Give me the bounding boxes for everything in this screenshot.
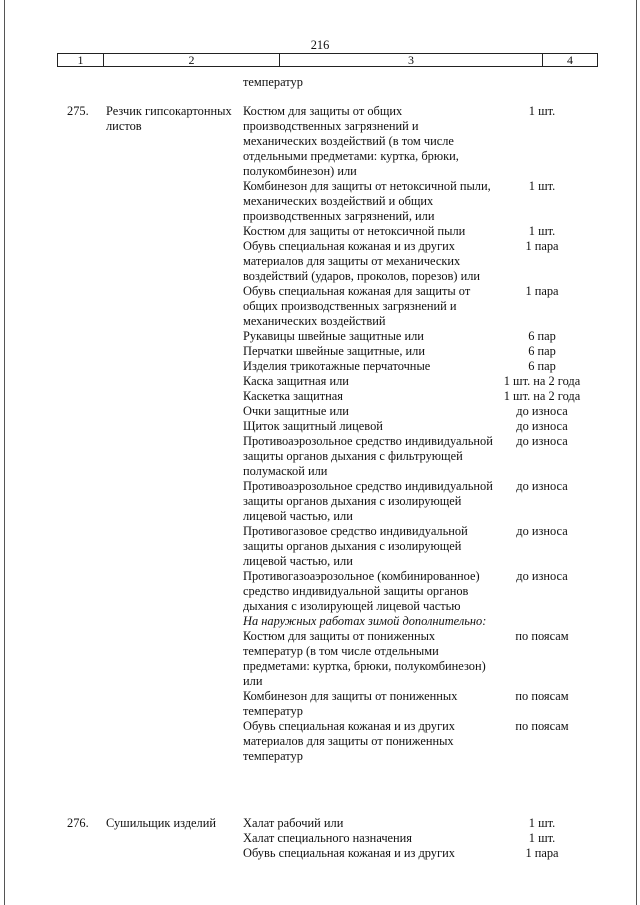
ppe-quantity: до износа	[516, 419, 568, 433]
ppe-item: Щиток защитный лицевой до износа	[243, 419, 603, 434]
ppe-quantity: до износа	[516, 524, 568, 538]
ppe-quantity: до износа	[516, 404, 568, 418]
ppe-quantity: до износа	[516, 434, 568, 448]
header-col-1: 1	[58, 54, 104, 66]
ppe-quantity: 6 пар	[528, 344, 556, 358]
ppe-item: Халат специального назначения 1 шт.	[243, 831, 603, 846]
ppe-item: Рукавицы швейные защитные или 6 пар	[243, 329, 603, 344]
ppe-quantity: 6 пар	[528, 329, 556, 343]
ppe-quantity: 1 шт.	[528, 104, 556, 118]
ppe-item: Очки защитные или до износа	[243, 404, 603, 419]
ppe-item: Каска защитная или 1 шт. на 2 года	[243, 374, 603, 389]
page-number: 216	[310, 38, 330, 52]
ppe-item-list	[243, 104, 603, 764]
ppe-item: Изделия трикотажные перчаточные 6 пар	[243, 359, 603, 374]
ppe-item: Обувь специальная кожаная и из других материалов для защиты от пониженных температур по поясам	[243, 719, 603, 764]
ppe-item: Противогазовое средство индивидуальной защиты органов дыхания с изолирующей лицевой частью, или до износа	[243, 524, 603, 569]
ppe-item: Каскетка защитная 1 шт. на 2 года	[243, 389, 603, 404]
ppe-quantity: по поясам	[515, 719, 569, 733]
ppe-quantity: по поясам	[515, 689, 569, 703]
header-col-3: 3	[280, 54, 543, 66]
entry-number: 276.	[67, 816, 89, 830]
ppe-quantity: 1 шт. на 2 года	[503, 374, 581, 388]
table-header-row	[57, 53, 598, 67]
page-right-edge	[636, 0, 637, 905]
ppe-item: Костюм для защиты от пониженных температур (в том числе отдельными предметами: куртка, брюки, полукомбинезон) или по поясам	[243, 629, 603, 689]
profession-name: Резчик гипсокартонных листов	[106, 104, 232, 133]
ppe-item: Противоаэрозольное средство индивидуальной защиты органов дыхания с фильтрующей полумаской или до износа	[243, 434, 603, 479]
ppe-quantity: 1 шт.	[528, 224, 556, 238]
ppe-item: Обувь специальная кожаная для защиты от общих производственных загрязнений и механических воздействий 1 пара	[243, 284, 603, 329]
ppe-quantity: 1 пара	[525, 239, 559, 253]
ppe-item: Противогазоаэрозольное (комбинированное) средство индивидуальной защиты органов дыхания с изолирующей лицевой частью до износа	[243, 569, 603, 614]
ppe-item: Комбинезон для защиты от пониженных температур по поясам	[243, 689, 603, 719]
ppe-item-list	[243, 816, 603, 861]
ppe-quantity: до износа	[516, 479, 568, 493]
ppe-item: Обувь специальная кожаная и из других 1 пара	[243, 846, 603, 861]
continued-text: температур	[243, 75, 303, 89]
ppe-item: Костюм для защиты от нетоксичной пыли 1 шт.	[243, 224, 603, 239]
ppe-quantity: до износа	[516, 569, 568, 583]
header-col-2: 2	[104, 54, 280, 66]
ppe-quantity: 1 шт.	[528, 179, 556, 193]
ppe-item: Обувь специальная кожаная и из других материалов для защиты от механических воздействий (ударов, проколов, порезов) или 1 пара	[243, 239, 603, 284]
entry-number: 275.	[67, 104, 89, 118]
page-left-edge	[4, 0, 5, 905]
ppe-quantity: 1 пара	[525, 284, 559, 298]
ppe-quantity: 6 пар	[528, 359, 556, 373]
ppe-item: Костюм для защиты от общих производственных загрязнений и механических воздействий (в том числе отдельными предметами: куртка, брюки, полукомбинезон) или 1 шт.	[243, 104, 603, 179]
ppe-quantity: по поясам	[515, 629, 569, 643]
ppe-quantity: 1 шт.	[528, 831, 556, 845]
ppe-section-note: На наружных работах зимой дополнительно:	[243, 614, 487, 628]
ppe-quantity: 1 шт. на 2 года	[503, 389, 581, 403]
ppe-item: Перчатки швейные защитные, или 6 пар	[243, 344, 603, 359]
ppe-item: Халат рабочий или 1 шт.	[243, 816, 603, 831]
header-col-4: 4	[567, 53, 573, 67]
ppe-item: Противоаэрозольное средство индивидуальной защиты органов дыхания с изолирующей лицевой частью, или до износа	[243, 479, 603, 524]
ppe-quantity: 1 шт.	[528, 816, 556, 830]
ppe-quantity: 1 пара	[525, 846, 559, 860]
ppe-item: Комбинезон для защиты от нетоксичной пыли, механических воздействий и общих производственных загрязнений, или 1 шт.	[243, 179, 603, 224]
profession-name: Сушильщик изделий	[106, 816, 216, 830]
